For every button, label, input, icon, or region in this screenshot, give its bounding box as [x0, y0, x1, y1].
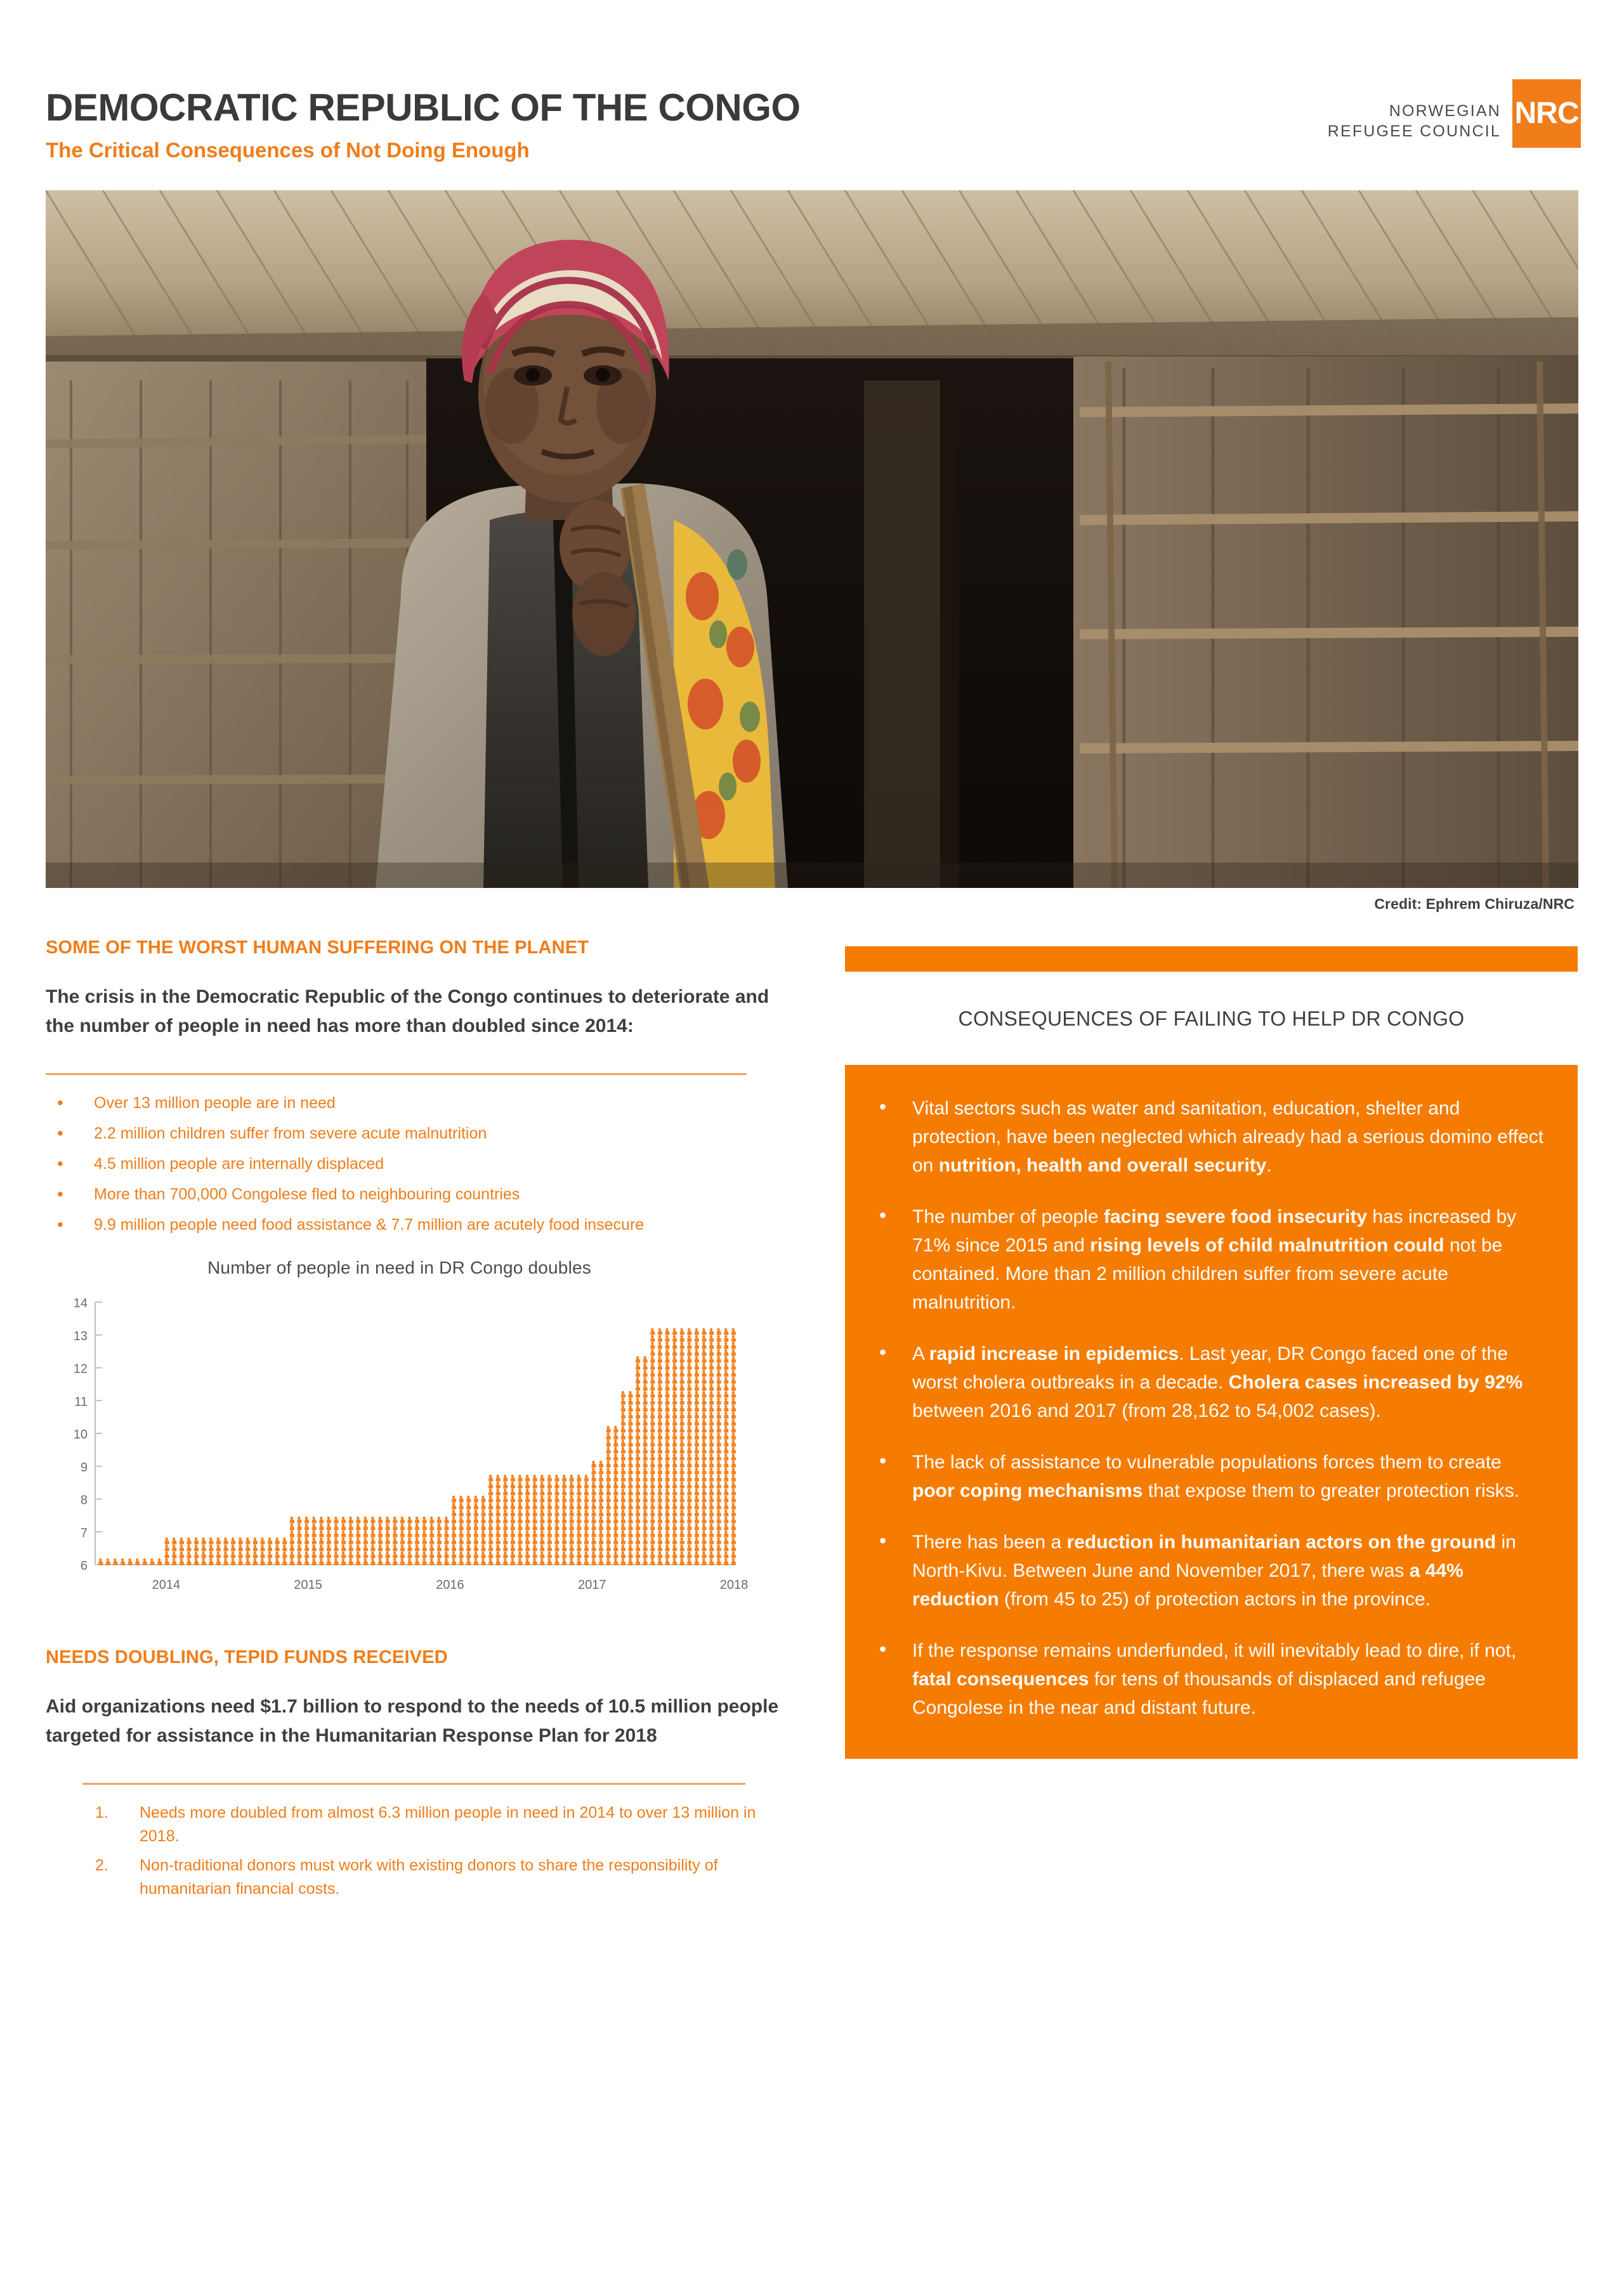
accent-bar-top	[845, 946, 1578, 972]
list-item: • Vital sectors such as water and sanitation, education, shelter and protection, have been neglected which already had a serious domino effect on nutrition, health and overall security.	[870, 1094, 1549, 1180]
hero-photo	[46, 190, 1578, 888]
section-heading-needs: NEEDS DOUBLING, TEPID FUNDS RECEIVED	[46, 1647, 448, 1668]
people-in-need-chart	[46, 1253, 753, 1608]
svg-text:10: 10	[73, 1428, 88, 1442]
chart-plot-area	[46, 1253, 753, 1608]
emphasis-text: fatal consequences	[912, 1669, 1089, 1690]
logo-wordmark	[1328, 79, 1512, 141]
page-header	[0, 0, 1624, 184]
svg-text:6: 6	[80, 1559, 88, 1574]
list-item: • More than 700,000 Congolese fled to neighbouring countries	[46, 1183, 782, 1206]
svg-text:2016: 2016	[436, 1578, 464, 1593]
list-item: • There has been a reduction in humanitarian actors on the ground in North-Kivu. Between June and November 2017, there was a 44% reduction (from 45 to 25) of protection actors in the province.	[870, 1528, 1549, 1614]
nrc-logo	[1328, 79, 1581, 148]
svg-text:13: 13	[73, 1329, 88, 1343]
emphasis-text: rising levels of child malnutrition could	[1090, 1235, 1444, 1256]
title-block	[46, 86, 801, 162]
section-heading-suffering: SOME OF THE WORST HUMAN SUFFERING ON THE PLANET	[46, 937, 589, 958]
nrc-logo-icon	[1512, 79, 1581, 148]
svg-text:12: 12	[73, 1362, 88, 1376]
emphasis-text: reduction in humanitarian actors on the ground	[1066, 1532, 1496, 1553]
emphasis-text: a 44% reduction	[912, 1560, 1464, 1610]
consequences-panel	[845, 1065, 1578, 1759]
emphasis-text: facing severe food insecurity	[1103, 1206, 1368, 1227]
svg-text:2018: 2018	[719, 1578, 749, 1593]
page-title: DEMOCRATIC REPUBLIC OF THE CONGO	[46, 86, 801, 129]
svg-text:8: 8	[80, 1493, 88, 1508]
list-item: • If the response remains underfunded, it will inevitably lead to dire, if not, fatal consequences for tens of thousands of displaced and refugee Congolese in the near and distant future.	[870, 1636, 1549, 1722]
svg-text:7: 7	[80, 1526, 88, 1541]
hero-photo-illustration	[46, 190, 1578, 888]
svg-text:2017: 2017	[577, 1578, 606, 1593]
list-item: • 2.2 million children suffer from severe acute malnutrition	[46, 1122, 782, 1145]
svg-text:9: 9	[80, 1460, 88, 1475]
logo-line-2: REFUGEE COUNCIL	[1327, 122, 1501, 140]
consequences-heading: CONSEQUENCES OF FAILING TO HELP DR CONGO	[958, 1007, 1465, 1030]
consequences-bullet-list	[870, 1094, 1549, 1722]
svg-text:14: 14	[73, 1296, 88, 1311]
svg-text:11: 11	[74, 1395, 88, 1409]
emphasis-text: poor coping mechanisms	[912, 1480, 1143, 1501]
svg-text:2014: 2014	[152, 1578, 181, 1593]
list-item: Needs more doubled from almost 6.3 million people in need in 2014 to over 13 million in 2018.	[140, 1804, 756, 1845]
suffering-bullet-list	[46, 1092, 782, 1236]
section-paragraph-needs: Aid organizations need $1.7 billion to respond to the needs of 10.5 million people targeted for assistance in the Humanitarian Response Plan for 2018	[46, 1696, 779, 1746]
divider-rule-2	[82, 1783, 745, 1785]
logo-mark-text: NRC	[1514, 96, 1579, 130]
page-subtitle: The Critical Consequences of Not Doing Enough	[46, 138, 530, 162]
list-item: • The lack of assistance to vulnerable populations forces them to create poor coping mechanisms that expose them to greater protection risks.	[870, 1448, 1549, 1505]
needs-numbered-list	[82, 1801, 782, 1900]
list-item: Non-traditional donors must work with existing donors to share the responsibility of humanitarian financial costs.	[140, 1856, 718, 1898]
emphasis-text: rapid increase in epidemics	[929, 1343, 1179, 1364]
chart-title: Number of people in need in DR Congo doubles	[207, 1258, 591, 1278]
svg-text:2015: 2015	[294, 1578, 322, 1593]
photo-credit: Credit: Ephrem Chiruza/NRC	[1374, 896, 1575, 912]
section-paragraph-suffering: The crisis in the Democratic Republic of the Congo continues to deteriorate and the number of people in need has more than doubled since 2014:	[46, 986, 769, 1036]
list-item: • The number of people facing severe food insecurity has increased by 71% since 2015 and rising levels of child malnutrition could not be contained. More than 2 million children suffer from severe acute malnutrition.	[870, 1203, 1549, 1317]
logo-line-1: NORWEGIAN	[1389, 102, 1501, 120]
list-item: • 4.5 million people are internally displaced	[46, 1152, 782, 1175]
left-column	[46, 937, 782, 1907]
list-item: • Over 13 million people are in need	[46, 1092, 782, 1114]
emphasis-text: nutrition, health and overall security	[938, 1155, 1267, 1176]
list-item: • A rapid increase in epidemics. Last year, DR Congo faced one of the worst cholera outbreaks in a decade. Cholera cases increased by 92% between 2016 and 2017 (from 28,162 to 54,002 cases).	[870, 1340, 1549, 1425]
right-column	[845, 946, 1578, 1759]
divider-rule-1	[46, 1073, 747, 1075]
list-item: • 9.9 million people need food assistance & 7.7 million are acutely food insecure	[46, 1213, 782, 1236]
emphasis-text: Cholera cases increased by 92%	[1228, 1372, 1523, 1393]
